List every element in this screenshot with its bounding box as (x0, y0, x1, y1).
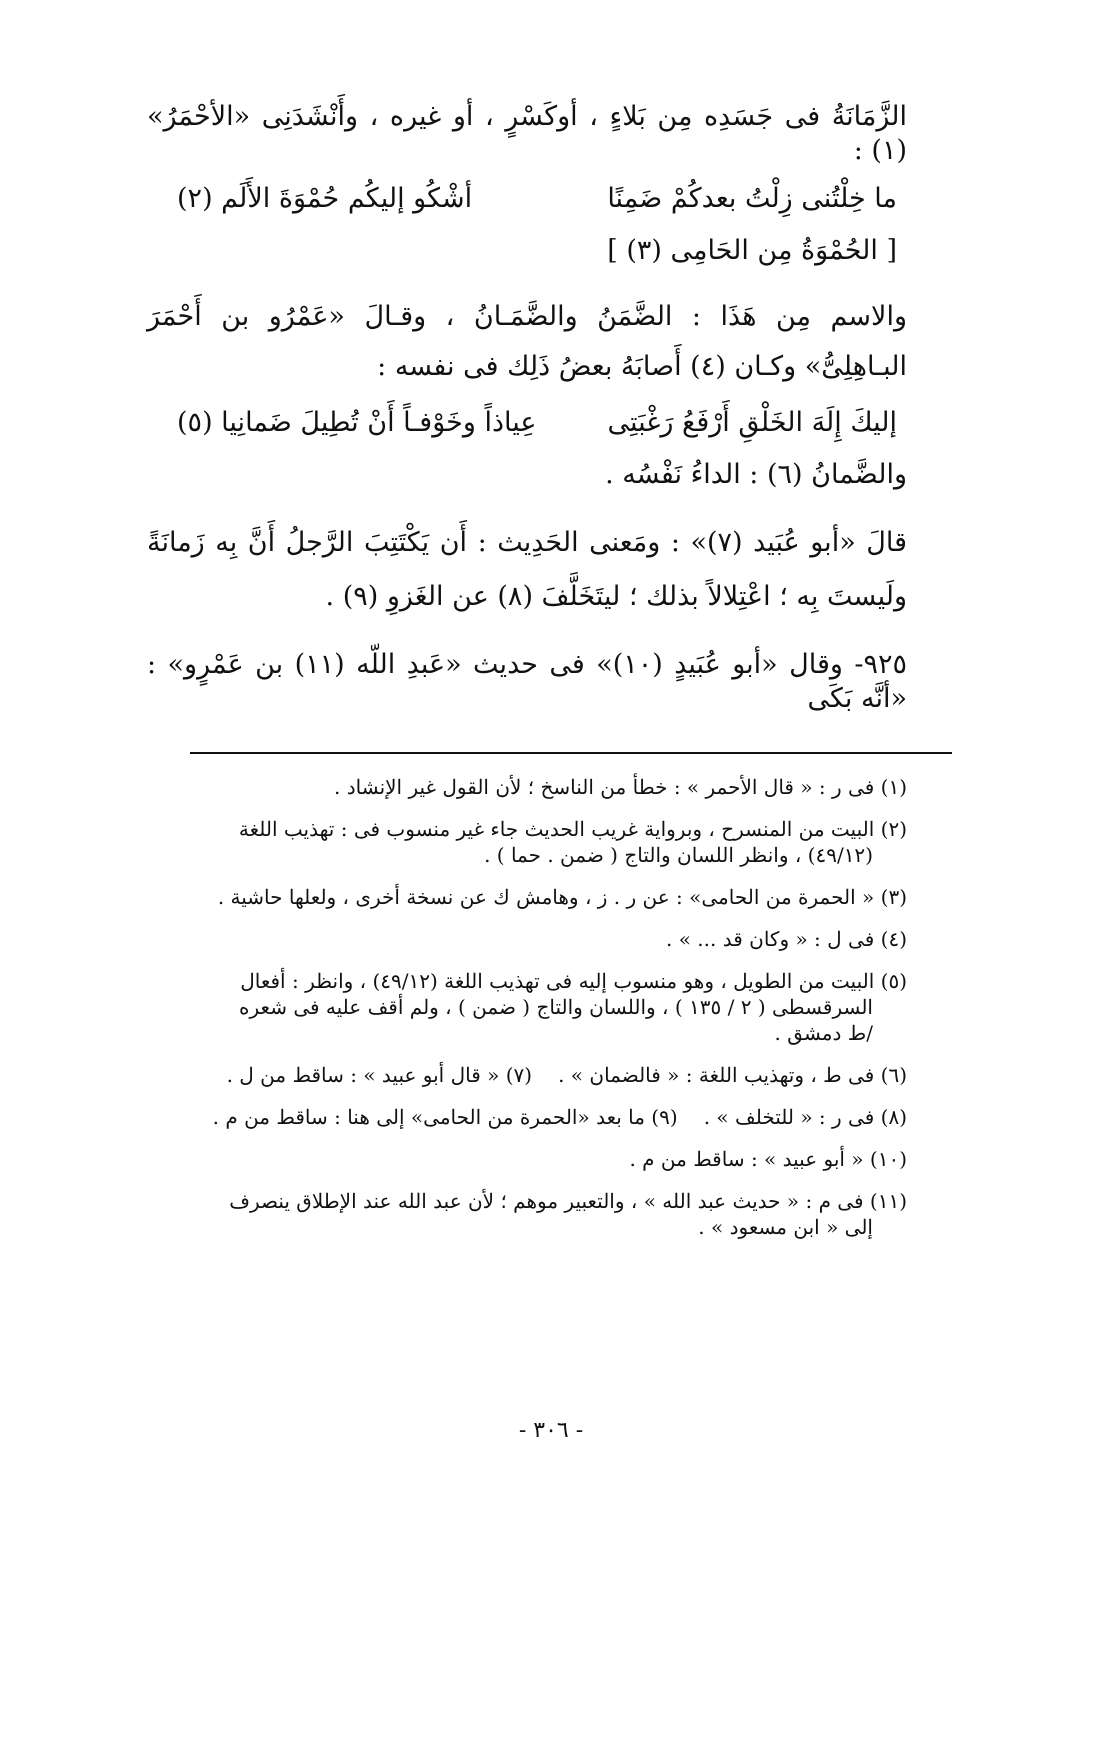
footnote (147, 816, 907, 868)
footnote: (٨) فى ر : « للتخلف » . (703, 1105, 907, 1129)
verse-first-hemistich: ما خِلْتُنى زِلْتُ بعدكُمْ ضَمِنًا (607, 183, 897, 214)
footnote (147, 968, 907, 1046)
footnote (147, 1188, 907, 1240)
bracketed-note: [ الحُمْوَةُ مِن الحَامِى (٣) ] (607, 235, 897, 266)
footnote: (٣) « الحمرة من الحامى» : عن ر . ز ، وهامش ك عن نسخة أخرى ، ولعلها حاشية . (217, 885, 907, 909)
verse-second-hemistich: عِياذاً وخَوْفـاً أَنْ تُطِيلَ ضَمانِيا (٥) (177, 407, 537, 438)
verse (147, 182, 907, 234)
footnote: (١) فى ر : « قال الأحمر » : خطأ من الناسخ ؛ لأن القول غير الإنشاد . (334, 775, 907, 799)
footnote: (٦) فى ط ، وتهذيب اللغة : « فالضمان » . (558, 1063, 907, 1087)
footnotes (147, 774, 907, 1256)
main-text (147, 100, 907, 716)
footnote-line: (١١) فى م : « حديث عبد الله » ، والتعبير موهم ؛ لأن عبد الله عند الإطلاق ينصرف (229, 1189, 907, 1213)
paragraph: والاسم مِن هَذَا : الضَّمَنُ والضَّمَـانُ ، وقـالَ «عَمْرُو بن أَحْمَرَ البـاهِلِىُّ» وكـان (٤) أَصابَهُ بعضُ ذَلِك فى نفسه : (147, 301, 907, 382)
footnote-row (147, 1104, 907, 1130)
footnote-line: (٥) البيت من الطويل ، وهو منسوب إليه فى تهذيب اللغة (٤٩/١٢) ، وانظر : أفعال (240, 969, 907, 993)
footnote: (٤) فى ل : « وكان قد ... » . (665, 927, 907, 951)
verse-first-hemistich: إليكَ إِلَهَ الخَلْقِ أَرْفَعُ رَغْبَتِى (607, 407, 897, 438)
footnote: (٩) ما بعد «الحمرة من الحامى» إلى هنا : ساقط من م . (212, 1105, 678, 1129)
text-line: والضَّمانُ (٦) : الداءُ نَفْسُه . (605, 459, 907, 490)
footnote-line: إلى « ابن مسعود » . (698, 1215, 873, 1239)
page-number: - ٣٠٦ - (518, 1418, 584, 1443)
footnote: (١٠) « أبو عبيد » : ساقط من م . (629, 1147, 907, 1171)
verse (147, 406, 907, 458)
text-line: الزَّمَانَةُ فى جَسَدِه مِن بَلاءٍ ، أوكَسْرٍ ، أو غيره ، وأَنْشَدَنِى «الأحْمَرُ» (١) : (147, 101, 907, 166)
footnote-line: (٢) البيت من المنسرح ، وبرواية غريب الحديث جاء غير منسوب فى : تهذيب اللغة (238, 817, 907, 841)
footnote-line: /ط دمشق . (774, 1021, 873, 1045)
paragraph: ٩٢٥- وقال «أبو عُبَيدٍ (١٠)» فى حديث «عَبدِ اللّه (١١) بن عَمْرٍو» : «أنَّه بَكَى (147, 649, 907, 714)
paragraph: قالَ «أبو عُبَيد (٧)» : ومَعنى الحَدِيث : أَن يَكْتَتِبَ الرَّجلُ أَنَّ بِه زَمانَةً ولَيستَ بِه ؛ اعْتِلالاً بذلك ؛ ليتَخَلَّفَ (٨) عن الغَزوِ (٩) . (147, 527, 908, 612)
verse-second-hemistich: أشْكُو إليكُم حُمْوَةَ الأَلَم (٢) (177, 183, 473, 214)
footnote-divider (190, 752, 952, 754)
footnote: (٧) « قال أبو عبيد » : ساقط من ل . (226, 1063, 533, 1087)
footnote-line: (٤٩/١٢) ، وانظر اللسان والتاج ( ضمن . حما ) . (484, 843, 873, 867)
footnote-line: السرقسطى ( ٢ / ١٣٥ ) ، واللسان والتاج ( ضمن ) ، ولم أقف عليه فى شعره (239, 995, 873, 1019)
footnote-row (147, 1062, 907, 1088)
